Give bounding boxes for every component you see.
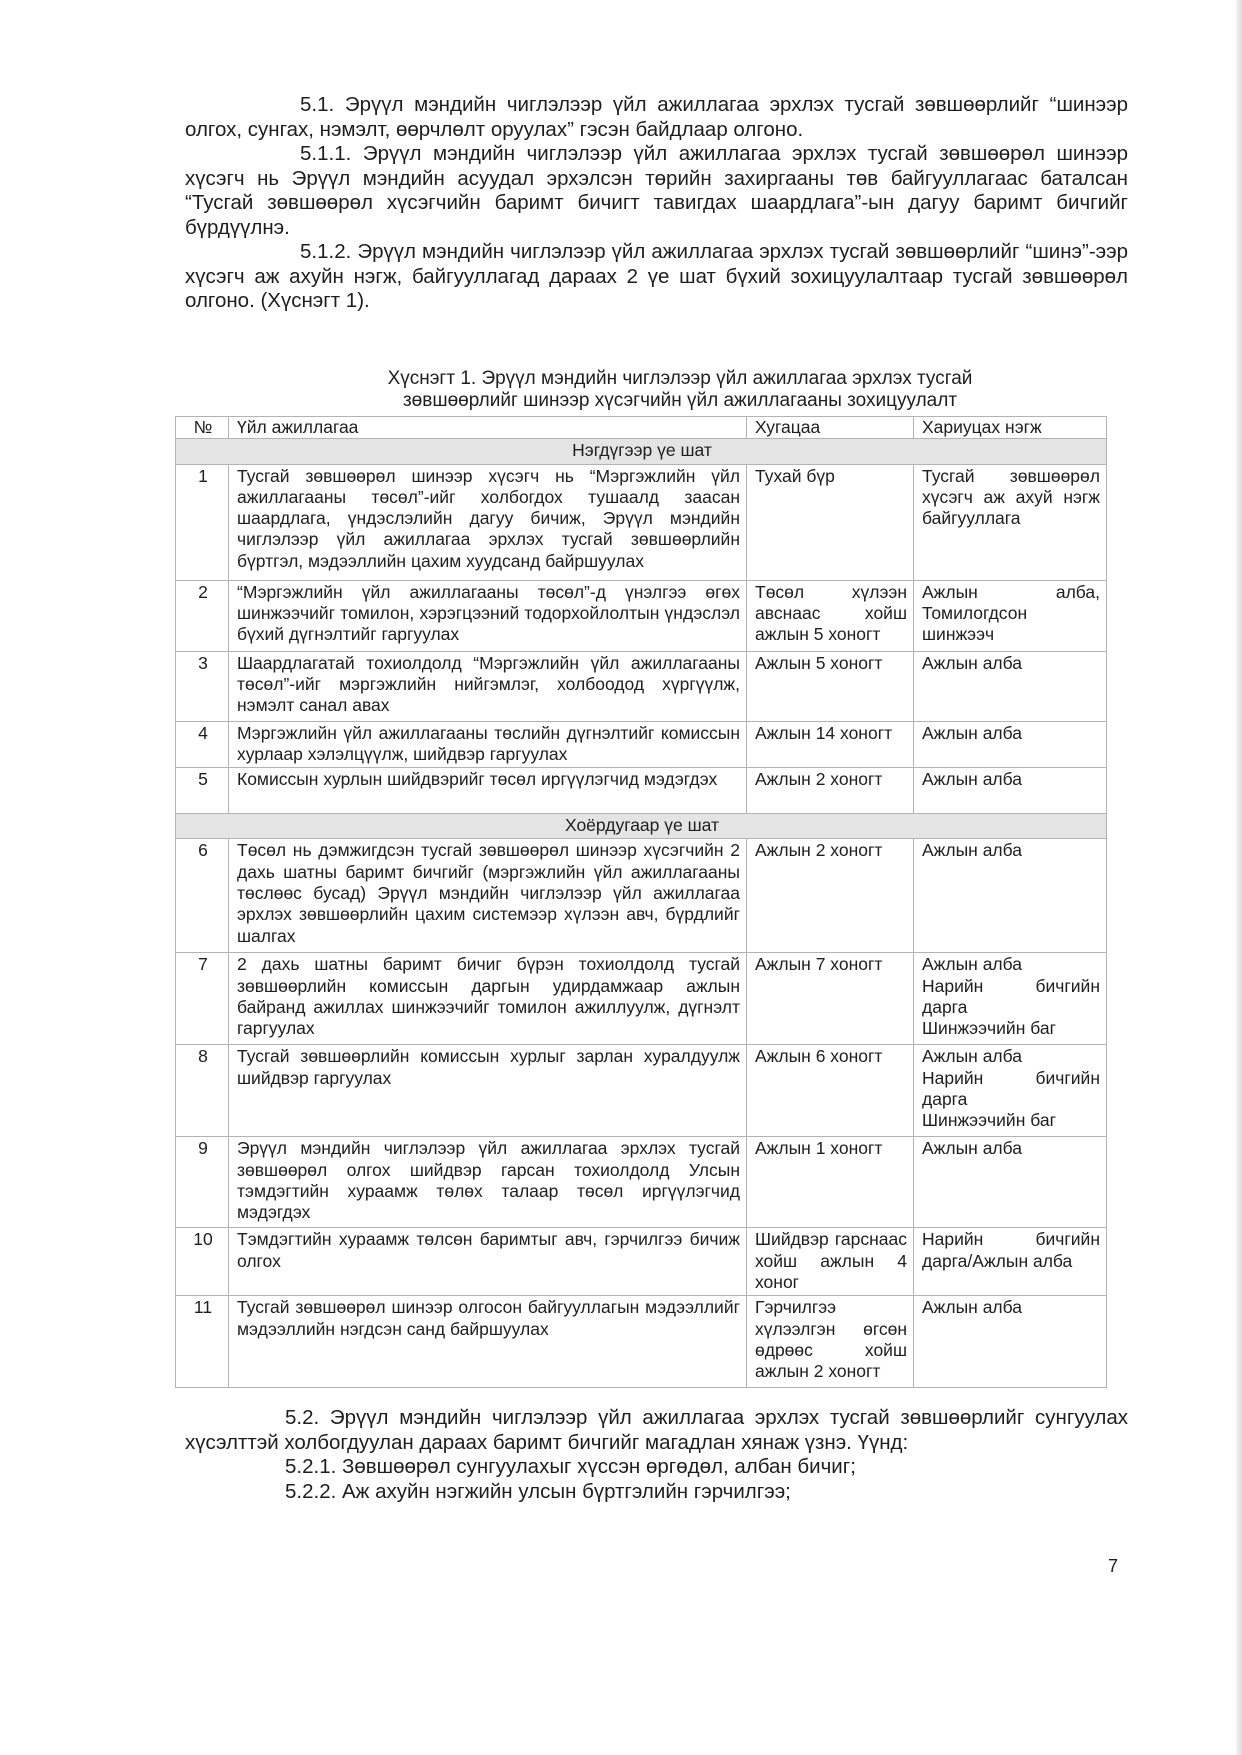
stage-row (176, 439, 1107, 464)
row-duration: Ажлын 2 хоногт (747, 839, 914, 953)
page-number: 7 (1108, 1556, 1119, 1576)
row-responsible: Тусгай зөвшөөрөл хүсэгч аж ахуй нэгж байгууллага (914, 464, 1107, 580)
row-number: 5 (176, 768, 229, 814)
row-activity: “Мэргэжлийн үйл ажиллагааны төсөл”-д үнэлгээ өгөх шинжээчийг томилон, хэрэгцээний тодорхойлолтын үндэслэл бүхий дүгнэлтийг гаргуулах (229, 580, 747, 651)
responsible-line: Шинжээчийн баг (922, 1018, 1056, 1039)
row-duration: Ажлын 1 хоногт (747, 1137, 914, 1228)
table-header-row (176, 417, 1107, 439)
row-responsible (914, 1045, 1107, 1137)
row-duration: Ажлын 6 хоногт (747, 1045, 914, 1137)
row-activity: Тусгай зөвшөөрлийн комиссын хурлыг зарлан хуралдуулж шийдвэр гаргуулах (229, 1045, 747, 1137)
row-activity: Тусгай зөвшөөрөл шинээр хүсэгч нь “Мэргэжлийн үйл ажиллагааны төсөл”-ийг холбогдох тушаалд заасан шаардлага, үндэслэлийн дагуу бичиж, Эрүүл мэндийн чиглэлээр үйл ажиллагаа эрхлэх тусгай зөвшөөрлийн бүртгэл, мэдээллийн цахим хуудсанд байршуулах (229, 464, 747, 580)
row-responsible: Нарийн бичгийн дарга/Ажлын алба (914, 1228, 1107, 1296)
stage-1-label: Нэгдүгээр үе шат (176, 439, 1107, 464)
paragraph-5-2-2: 5.2.2. Аж ахуйн нэгжийн улсын бүртгэлийн гэрчилгээ; (285, 1479, 791, 1503)
table-row (176, 1137, 1107, 1228)
paragraph-5-2-1: 5.2.1. Зөвшөөрөл сунгуулахыг хүссэн өргөдөл, албан бичиг; (285, 1455, 856, 1478)
row-activity: Төсөл нь дэмжигдсэн тусгай зөвшөөрөл шинээр хүсэгчийн 2 дахь шатны баримт бичгийг (мэргэжлийн үйл ажиллагааны төслөөс бусад) Эрүүл мэндийн чиглэлээр үйл ажиллагаа эрхлэх зөвшөөрлийн цахим системээр хүлээн авч, бүрдлийг шалгах (229, 839, 747, 953)
row-duration: Ажлын 2 хоногт (747, 768, 914, 814)
table-row (176, 1045, 1107, 1137)
row-number: 4 (176, 721, 229, 768)
table-caption (300, 368, 1060, 412)
paragraph-5-1-1: 5.1.1. Эрүүл мэндийн чиглэлээр үйл ажиллагаа эрхлэх тусгай зөвшөөрөл шинээр хүсэгч нь Эрүүл мэндийн асуудал эрхэлсэн төрийн захиргааны төв байгууллагаас баталсан “Тусгай зөвшөөрөл хүсэгчийн баримт бичигт тавигдах шаардлага”-ын дагуу баримт бичгийг бүрдүүлнэ. (185, 142, 1128, 239)
row-activity: Шаардлагатай тохиолдолд “Мэргэжлийн үйл ажиллагааны төсөл”-ийг мэргэжлийн нийгэмлэг, холбоодод хүргүүлж, нэмэлт санал авах (229, 651, 747, 721)
table-row (176, 464, 1107, 580)
row-activity: 2 дахь шатны баримт бичиг бүрэн тохиолдолд тусгай зөвшөөрлийн комиссын даргын удирдамжаар ажлын байранд ажиллах шинжээчийг томилон ажиллуулж, дүгнэлт гаргуулах (229, 953, 747, 1045)
row-responsible: Ажлын алба (914, 1296, 1107, 1388)
row-number: 3 (176, 651, 229, 721)
header-duration: Хугацаа (747, 417, 914, 439)
row-activity: Тэмдэгтийн хураамж төлсөн баримтыг авч, гэрчилгээ бичиж олгох (229, 1228, 747, 1296)
row-duration: Ажлын 7 хоногт (747, 953, 914, 1045)
paragraph-5-2: 5.2. Эрүүл мэндийн чиглэлээр үйл ажиллагаа эрхлэх тусгай зөвшөөрлийг сунгуулах хүсэлттэй холбогдуулан дараах баримт бичгийг магадлан хянаж үзнэ. Үүнд: (185, 1406, 1128, 1454)
row-duration: Тухай бүр (747, 464, 914, 580)
row-number: 7 (176, 953, 229, 1045)
table-row (176, 1228, 1107, 1296)
table-row (176, 651, 1107, 721)
row-responsible: Ажлын алба (914, 839, 1107, 953)
row-responsible: Ажлын алба (914, 721, 1107, 768)
caption-line-2: зөвшөөрлийг шинээр хүсэгчийн үйл ажиллагааны зохицуулалт (402, 390, 958, 411)
responsible-line: Нарийн бичгийн дарга (922, 1067, 1100, 1110)
row-responsible (914, 953, 1107, 1045)
row-duration: Төсөл хүлээн авснаас хойш ажлын 5 хоногт (747, 580, 914, 651)
row-number: 1 (176, 464, 229, 580)
responsible-line: Ажлын алба (922, 1046, 1022, 1067)
row-number: 11 (176, 1296, 229, 1388)
row-activity: Эрүүл мэндийн чиглэлээр үйл ажиллагаа эрхлэх тусгай зөвшөөрөл олгох шийдвэр гарсан тохиолдолд Улсын тэмдэгтийн хураамж төлөх талаар төсөл иргүүлэгчид мэдэгдэх (229, 1137, 747, 1228)
stage-row (176, 814, 1107, 839)
responsible-line: Шинжээчийн баг (922, 1110, 1056, 1131)
row-number: 9 (176, 1137, 229, 1228)
row-number: 8 (176, 1045, 229, 1137)
row-activity: Мэргэжлийн үйл ажиллагааны төслийн дүгнэлтийг комиссын хурлаар хэлэлцүүлж, шийдвэр гаргуулах (229, 721, 747, 768)
table-row (176, 839, 1107, 953)
table-row (176, 580, 1107, 651)
page-edge-shadow (1236, 0, 1242, 1755)
row-responsible: Ажлын алба (914, 768, 1107, 814)
row-number: 10 (176, 1228, 229, 1296)
table-row (176, 721, 1107, 768)
section-5-1 (185, 93, 1128, 314)
header-activity: Үйл ажиллагаа (229, 417, 747, 439)
row-duration: Шийдвэр гарснаас хойш ажлын 4 хоног (747, 1228, 914, 1296)
row-activity: Комиссын хурлын шийдвэрийг төсөл иргүүлэгчид мэдэгдэх (229, 768, 747, 814)
header-responsible: Хариуцах нэгж (914, 417, 1107, 439)
row-duration: Ажлын 14 хоногт (747, 721, 914, 768)
table-row (176, 953, 1107, 1045)
row-duration: Ажлын 5 хоногт (747, 651, 914, 721)
row-number: 6 (176, 839, 229, 953)
row-duration: Гэрчилгээ хүлээлгэн өгсөн өдрөөс хойш ажлын 2 хоногт (747, 1296, 914, 1388)
header-num: № (176, 417, 229, 439)
table-row (176, 1296, 1107, 1388)
section-5-2 (185, 1406, 1128, 1504)
row-number: 2 (176, 580, 229, 651)
row-responsible: Ажлын алба (914, 651, 1107, 721)
caption-line-1: Хүснэгт 1. Эрүүл мэндийн чиглэлээр үйл ажиллагаа эрхлэх тусгай (387, 368, 973, 389)
responsible-line: Ажлын алба (922, 954, 1022, 975)
responsible-line: Нарийн бичгийн дарга (922, 975, 1100, 1018)
row-responsible: Ажлын алба, Томилогдсон шинжээч (914, 580, 1107, 651)
paragraph-5-1: 5.1. Эрүүл мэндийн чиглэлээр үйл ажиллагаа эрхлэх тусгай зөвшөөрлийг “шинээр олгох, сунгах, нэмэлт, өөрчлөлт оруулах” гэсэн байдлаар олгоно. (185, 93, 1128, 141)
row-activity: Тусгай зөвшөөрөл шинээр олгосон байгууллагын мэдээллийг мэдээллийн нэгдсэн санд байршуулах (229, 1296, 747, 1388)
procedure-table (175, 416, 1107, 1388)
paragraph-5-1-2: 5.1.2. Эрүүл мэндийн чиглэлээр үйл ажиллагаа эрхлэх тусгай зөвшөөрлийг “шинэ”-ээр хүсэгч аж ахуйн нэгж, байгууллагад дараах 2 үе шат бүхий зохицуулалтаар тусгай зөвшөөрөл олгоно. (Хүснэгт 1). (185, 240, 1128, 312)
stage-2-label: Хоёрдугаар үе шат (176, 814, 1107, 839)
table-row (176, 768, 1107, 814)
row-responsible: Ажлын алба (914, 1137, 1107, 1228)
